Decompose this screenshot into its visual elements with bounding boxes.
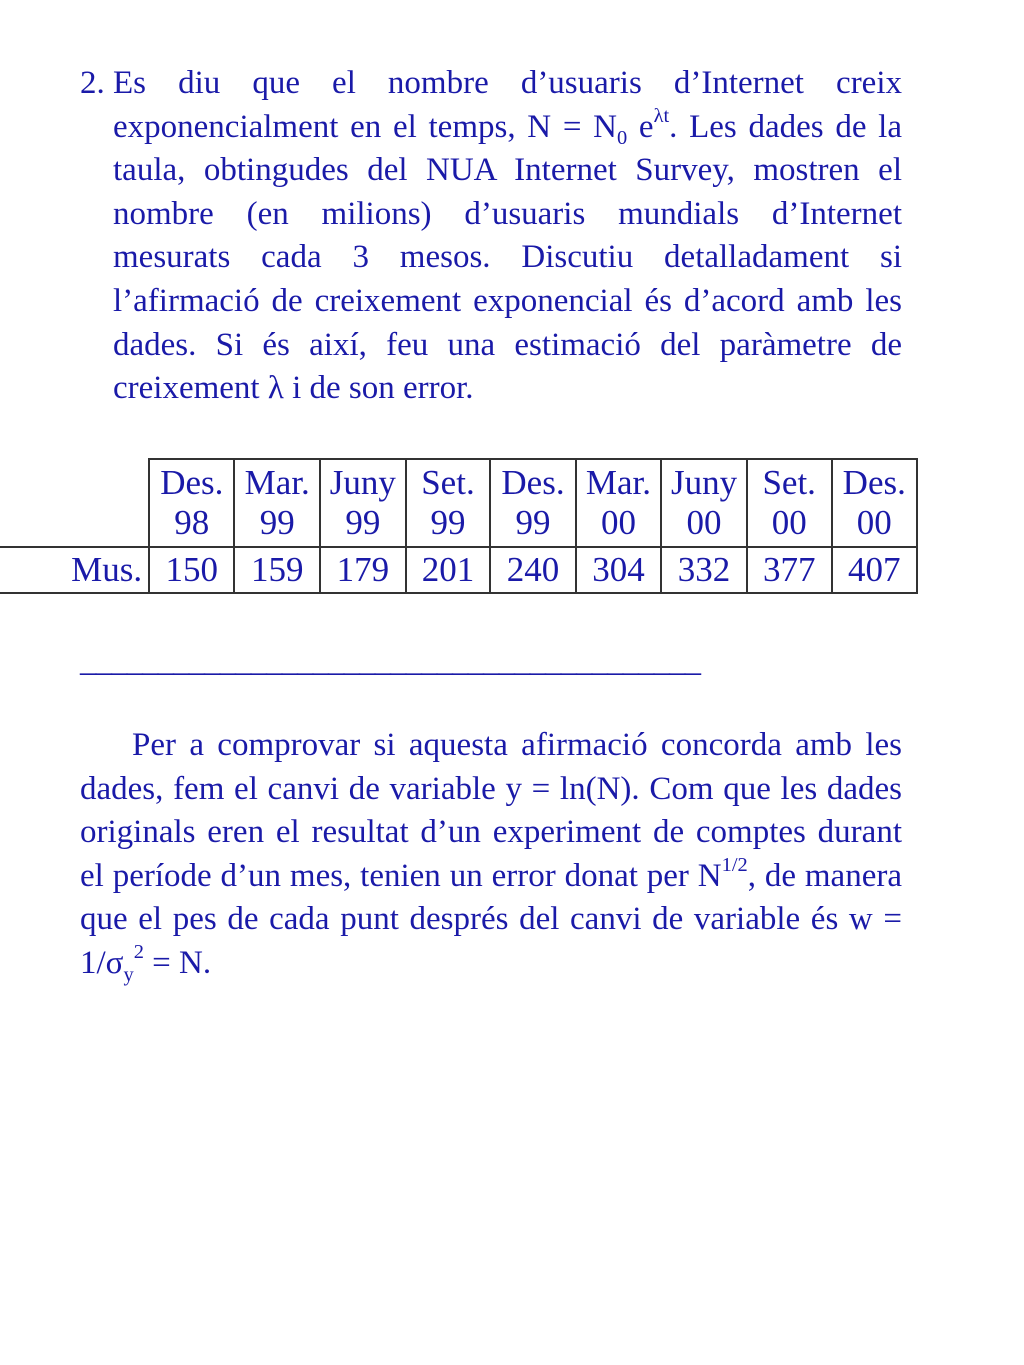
table-value-cell: 304 bbox=[576, 547, 662, 593]
superscript-lambda-t: λt bbox=[653, 104, 670, 127]
table-header-cell: Des. 00 bbox=[832, 459, 917, 547]
solution-text bbox=[80, 724, 902, 986]
table-value-cell: 407 bbox=[832, 547, 917, 593]
table-corner-cell bbox=[0, 459, 149, 547]
table-value-cell: 377 bbox=[747, 547, 832, 593]
solution-text-part-3: = N. bbox=[143, 944, 212, 981]
problem-text-part-2: . Les dades de la taula, obtingudes del NUA Internet Survey, mostren el nombre (en milions) d’usuaris mundials d’Internet mesurats cada 3 mesos. Discutiu detalladament si l’afirmació de creixement exponencial és d’acord amb les dades. Si és així, feu una estimació del paràmetre de creixement λ i de son error. bbox=[113, 108, 902, 407]
table-header-row bbox=[0, 459, 917, 547]
solution-text-part-1: Per a comprovar si aquesta afirmació concorda amb les dades, fem el canvi de variable y = ln(N). Com que les dades originals eren el resultat d’un experiment de comptes durant el període d’un mes, tenien un error donat per N bbox=[80, 727, 902, 894]
data-table bbox=[0, 458, 918, 594]
table-header-cell: Mar. 00 bbox=[576, 459, 662, 547]
table-value-cell: 179 bbox=[320, 547, 406, 593]
table-value-cell: 159 bbox=[234, 547, 320, 593]
table-header-cell: Des. 98 bbox=[149, 459, 234, 547]
table-header-cell: Juny 00 bbox=[661, 459, 747, 547]
data-table-container bbox=[0, 458, 934, 594]
superscript-half: 1/2 bbox=[721, 853, 748, 876]
table-header-cell: Des. 99 bbox=[490, 459, 575, 547]
problem-text bbox=[113, 62, 902, 411]
table-row-label: Mus. bbox=[0, 547, 149, 593]
table-header-cell: Set. 99 bbox=[406, 459, 491, 547]
solution-text-part-2: , de manera que el pes de cada punt després del canvi de variable és w = 1/σ bbox=[80, 857, 902, 981]
table-value-cell: 332 bbox=[661, 547, 747, 593]
table-header-cell: Juny 99 bbox=[320, 459, 406, 547]
section-divider: ________________________________________ bbox=[80, 643, 700, 679]
table-header-cell: Set. 00 bbox=[747, 459, 832, 547]
subscript-zero: 0 bbox=[616, 127, 628, 150]
problem-statement bbox=[80, 62, 902, 411]
subscript-y: y bbox=[123, 963, 134, 986]
problem-number: 2. bbox=[80, 65, 105, 101]
table-value-cell: 240 bbox=[490, 547, 575, 593]
table-header-cell: Mar. 99 bbox=[234, 459, 320, 547]
problem-text-part-1: Es diu que el nombre d’usuaris d’Internet creix exponencialment en el temps, N = N bbox=[113, 65, 902, 145]
table-value-cell: 150 bbox=[149, 547, 234, 593]
table-value-cell: 201 bbox=[406, 547, 491, 593]
problem-text-e: e bbox=[627, 108, 654, 145]
table-values-row bbox=[0, 547, 917, 593]
superscript-two: 2 bbox=[133, 940, 144, 963]
